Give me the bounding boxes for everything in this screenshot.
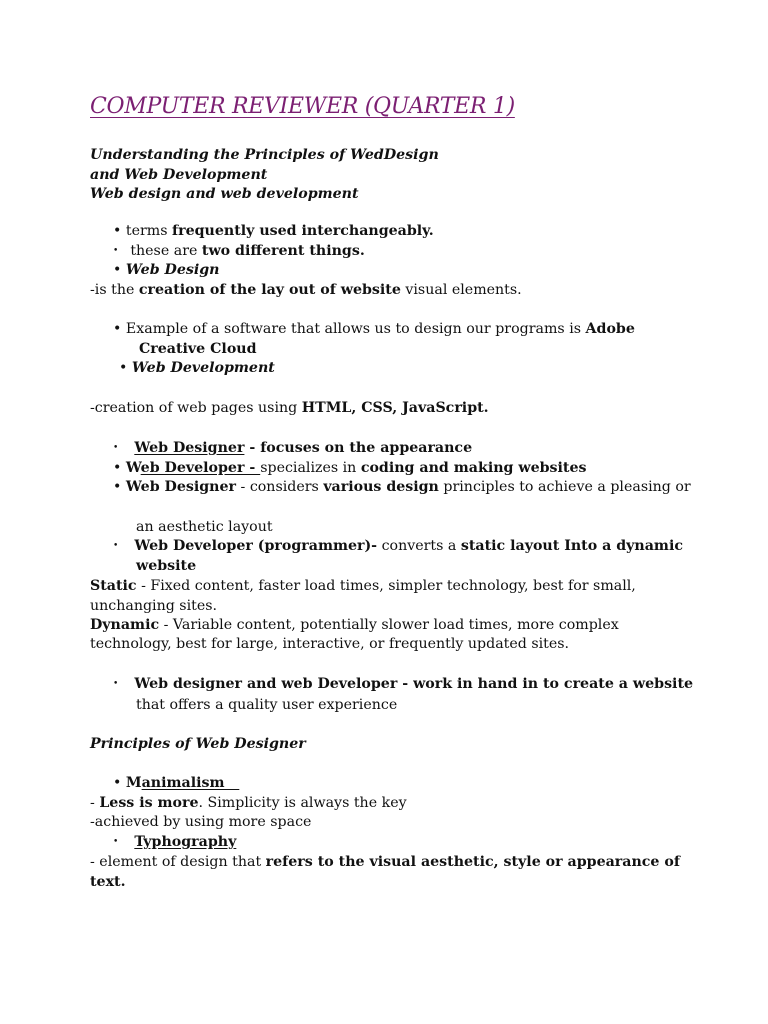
bullet-web-development: • Web Development xyxy=(119,360,275,376)
bullet-web-developer-coding: • Web Developer - specializes in coding and making websites xyxy=(113,460,587,476)
bullet-dot: • xyxy=(113,321,122,337)
principles-heading: Principles of Web Designer xyxy=(90,736,306,752)
web-design-definition: -is the creation of the lay out of website visual elements. xyxy=(90,282,522,298)
bullet-dot: • xyxy=(113,479,122,495)
bullet-web-design: • Web Design xyxy=(113,262,220,278)
bullet-dot: • xyxy=(113,246,119,256)
page-title: COMPUTER REVIEWER (QUARTER 1) xyxy=(90,94,515,119)
bullet-dot: • xyxy=(119,360,128,376)
bullet-terms: • terms frequently used interchangeably. xyxy=(113,223,434,239)
bullet-dot: • xyxy=(113,679,119,689)
bullet-dot: • xyxy=(113,460,122,476)
bullet-software-example: • Example of a software that allows us to design our programs is Adobe xyxy=(113,321,635,337)
bullet-designer-developer-together: • Web designer and web Developer - work in hand in to create a website xyxy=(113,676,694,692)
web-designer-principles-cont: an aesthetic layout xyxy=(136,519,273,535)
bullet-dot: • xyxy=(113,837,119,847)
bullet-dot: • xyxy=(113,775,122,791)
bullet-dot: • xyxy=(113,443,119,453)
typography-definition-cont: text. xyxy=(90,874,126,890)
typography-definition: - element of design that refers to the visual aesthetic, style or appearance of xyxy=(90,854,680,870)
minimalism-less-is-more: - Less is more. Simplicity is always the key xyxy=(90,795,407,811)
section-heading-line-3: Web design and web development xyxy=(90,186,359,202)
section-heading-line-1: Understanding the Principles of WedDesign xyxy=(90,147,439,163)
bullet-dot: • xyxy=(113,223,122,239)
minimalism-more-space: -achieved by using more space xyxy=(90,814,312,830)
bullet-minimalism: • Manimalism xyxy=(113,775,240,791)
web-development-definition: -creation of web pages using HTML, CSS, JavaScript. xyxy=(90,400,489,416)
dynamic-definition: Dynamic - Variable content, potentially slower load times, more complex xyxy=(90,617,619,633)
dynamic-definition-cont: technology, best for large, interactive, or frequently updated sites. xyxy=(90,636,570,652)
bullet-dot: • xyxy=(113,262,122,278)
bullet-web-designer-appearance: • Web Designer - focuses on the appearance xyxy=(113,440,473,456)
web-developer-programmer-cont: website xyxy=(136,558,197,574)
bullet-dot: • xyxy=(113,541,119,551)
software-example-cont: Creative Cloud xyxy=(139,341,257,357)
bullet-web-designer-principles: • Web Designer - considers various design principles to achieve a pleasing or xyxy=(113,479,691,495)
static-definition: Static - Fixed content, faster load times, simpler technology, best for small, xyxy=(90,578,636,594)
section-heading-line-2: and Web Development xyxy=(90,167,268,183)
designer-developer-together-cont: that offers a quality user experience xyxy=(136,697,398,713)
static-definition-cont: unchanging sites. xyxy=(90,598,218,614)
bullet-two-things: • these are two different things. xyxy=(113,243,365,259)
bullet-web-developer-programmer: • Web Developer (programmer)- converts a static layout Into a dynamic xyxy=(113,538,683,554)
bullet-typography: • Typhography xyxy=(113,834,237,850)
